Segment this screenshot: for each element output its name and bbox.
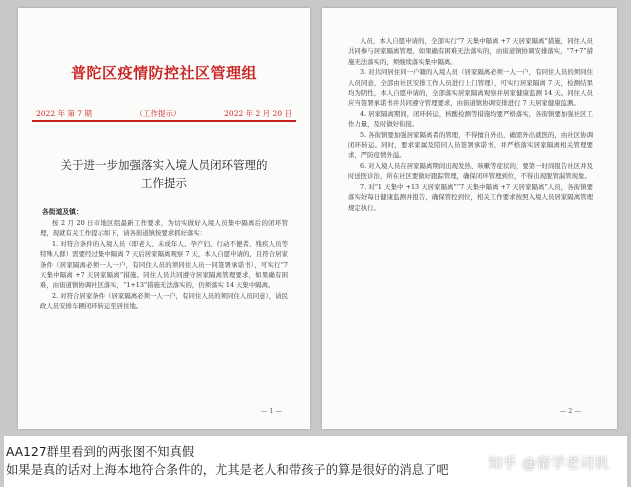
document-page-2 — [322, 8, 617, 429]
page-number: — 2 — — [559, 407, 581, 415]
document-title — [38, 156, 290, 192]
page-number: — 1 — — [260, 407, 282, 415]
doc-type: （工作提示） — [135, 109, 181, 118]
paragraph: 人员，本人自愿申请的，全部实行“7 天集中隔离 +7 天居家隔离”措施，同住人员共同参与居家隔离管理，如果确有困难无法落实的，由街道镇协调安排落实，“7+7”措施无法落实的，须继续落实集中隔离。 — [348, 37, 593, 66]
salutation: 各街道及镇： — [42, 208, 83, 216]
title-line-1: 关于进一步加强落实入境人员闭环管理的 — [60, 158, 268, 172]
paragraph: 2. 对符合居家条件（居家隔离必须一人一户，有同住人员的须同住人员同意），请民政人员安排车辆闭环转运至居住地。 — [40, 291, 288, 311]
paragraph: 4. 居家隔离期间，闭环转运，核酸检测等措施均要严格落实，各街镇要加强社区工作力量，及时做好衔接。 — [348, 109, 593, 129]
document-reference-line — [36, 108, 292, 119]
paragraph: 6. 对入境人员在居家隔离期间出现发热、咳嗽等症状的，要第一时间报告社区并及时送医诊治，所在社区要做好跟踪管理，确保闭环管理到位，不得出现脱管漏管现象。 — [348, 161, 593, 181]
paragraph: 按 2 月 20 日市地区组最新工作要求，为切实做好入境人员集中隔离后的闭环管理，现就有关工作提示如下，请各街道镇按要求抓好落实： — [40, 219, 288, 238]
caption-line-2: 如果是真的话对上海本地符合条件的，尤其是老人和带孩子的算是很好的消息了吧 — [6, 463, 449, 477]
caption-line-1: AA127群里看到的两张图不知真假 — [6, 445, 195, 459]
page-2-body — [348, 36, 593, 213]
paragraph: 3. 对共同居住同一户籍的入境人员（居家隔离必须一人一户，有同住人员的须同住人员同意，全部由社区安排工作人员进行上门管理），可实行居家隔离 7 天，检测结果均为阴性，本人自愿申请的，全部落实居家隔离观察并居家健康监测 14 天。同住人员应当签署承诺书并共同遵守管理要求，由街道镇协调安排进行 7 天居家健康监测。 — [348, 68, 593, 108]
paragraph: 7. 对“1 天集中 +13 天居家隔离”“7 天集中隔离 +7 天居家隔离”人员，各街镇要落实好每日健康监测并报告，确保管控到位，相关工作要求按照入境人员居家隔离管理规定执行。 — [348, 182, 593, 212]
doc-number: 2022 年 第 7 期 — [36, 109, 92, 118]
document-page-1 — [18, 8, 310, 429]
red-divider — [32, 120, 296, 122]
org-header: 普陀区疫情防控社区管理组 — [70, 64, 257, 82]
paragraph: 1. 对符合条件的入境人员（即老人、未成年人、孕产妇、行动不便者、残疾人员等特殊人群）需要经过集中隔离 7 天后居家隔离观察 7 天，本人自愿申请的，且符合居家条件（居家隔离必须一人一户，有同住人员的须同住人员一同签署承诺书），可实行“7 天集中隔离 +7 天居家隔离”措施。同住人员共同遵守居家隔离管理要求，如果确有困难，由街道镇协调社区落实，“1+13”措施无法落实的，仍须落实 14 天集中隔离。 — [40, 239, 288, 290]
doc-date: 2022 年 2 月 20 日 — [224, 109, 292, 118]
title-line-2: 工作提示 — [141, 176, 187, 190]
zhihu-watermark: 知乎 @留学老司机 — [488, 456, 609, 472]
page-1-body — [40, 218, 288, 312]
paragraph: 5. 各街镇要加强居家隔离者的管理，不得擅自外出，确需外出就医的，由社区协调闭环转运。同时，要求家属及陪同人员签署承诺书，并严格落实居家隔离相关管理要求，严防疫情外溢。 — [348, 130, 593, 160]
